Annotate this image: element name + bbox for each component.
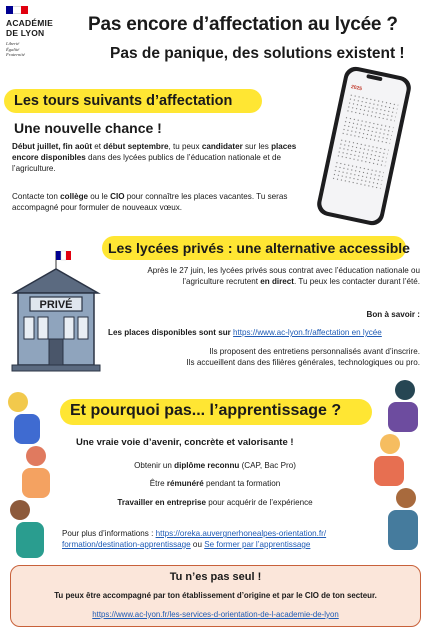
info-line-2 [62,539,382,550]
worker-icon [10,500,30,520]
motto-line: Égalité [6,46,20,52]
text-segment: Être [149,479,167,488]
flag-icon [6,6,28,14]
text-segment: Obtenir un [134,461,175,470]
info-line-1 [62,528,382,539]
text-segment: Contacte ton [12,192,61,201]
section1-paragraph-1 [12,141,317,174]
phone-year: 2025 [350,84,363,93]
text-segment: dans des lycées publics de l’éducation nationale et de l’agriculture. [12,153,282,173]
section2-paragraph-2: Ils proposent des entretiens personnalisés avant d’inscrire. [209,347,420,356]
section2-title: Les lycées privés : une alternative accessible [108,240,410,256]
worker-icon [380,434,400,454]
text-segment: rémunéré [166,479,204,488]
oreka-link-continued[interactable]: formation/destination-apprentissage [62,540,191,549]
text-segment: et [92,142,104,151]
section1-title: Les tours suivants d’affectation [14,93,233,109]
text-segment: Après le 27 juin, les lycées privés sous contrat avec l’éducation nationale ou l’agriculture recrutent [147,266,420,286]
section1-paragraph-2 [12,191,324,213]
motto-line: Liberté [6,41,20,46]
se-former-link[interactable]: Se former par l’apprentissage [204,540,311,549]
places-link[interactable]: https://www.ac-lyon.fr/affectation en lycée [233,328,382,337]
text-segment: candidater [201,142,243,151]
worker-icon [16,522,44,558]
text-segment: , tu peux [168,142,202,151]
text-segment: en direct [260,277,295,286]
text-segment: CIO [110,192,125,201]
text-segment: (CAP, Bac Pro) [239,461,296,470]
logo-academie: ACADÉMIE [6,18,53,28]
apprentissage-benefit-2 [60,478,370,489]
oreka-link[interactable]: https://oreka.auvergnerhonealpes-orientation.fr/ [155,529,327,538]
apprentissage-benefit-3 [60,497,370,508]
academie-logo [6,6,72,68]
text-segment: pour connaître les places vacantes. Tu seras accompagné pour formuler de nouveaux vœux. [12,192,288,212]
places-line [108,327,420,338]
text-segment: pendant ta formation [203,479,281,488]
text-segment: places encore disponibles [12,142,297,162]
footer-text: Tu peux être accompagné par ton établissement d’origine et par le CIO de ton secteur. [54,591,377,600]
worker-icon [22,468,50,498]
section3-title: Et pourquoi pas... l’apprentissage ? [70,402,342,419]
section2-paragraph-3: Ils accueillent dans des filières générales, technologiques ou pro. [186,358,420,367]
apprentissage-benefit-1 [60,460,370,471]
text-segment: ou le [88,192,111,201]
text-segment: pour acquérir de l’expérience [206,498,313,507]
worker-icon [388,402,418,432]
worker-icon [395,380,415,400]
logo-motto [6,41,25,58]
worker-icon [26,446,46,466]
school-sign-text: PRIVÉ [39,299,73,311]
page-title: Pas encore d’affectation au lycée ? [88,14,398,35]
text-segment: sur les [242,142,272,151]
worker-icon [8,392,28,412]
text-segment: Début juillet, fin août [12,142,93,151]
places-label: Les places disponibles sont sur [108,328,234,337]
section1-subtitle: Une nouvelle chance ! [14,120,162,136]
logo-de-lyon: DE LYON [6,28,45,38]
footer-link-line [10,609,421,620]
worker-icon [396,488,416,508]
footer-title: Tu n’es pas seul ! [169,571,262,583]
bon-a-savoir-label: Bon à savoir : [366,310,420,319]
section3-subtitle: Une vraie voie d’avenir, concrète et valorisante ! [76,437,294,448]
text-segment: diplôme reconnu [174,461,240,470]
worker-icon [14,414,40,444]
worker-icon [374,456,404,486]
text-segment: début septembre [103,142,169,151]
smartphone-calendar-icon [315,65,413,228]
private-school-icon [8,247,104,375]
footer-link[interactable]: https://www.ac-lyon.fr/les-services-d-orientation-de-l-academie-de-lyon [92,610,339,619]
info-label: Pour plus d’informations : [62,529,156,538]
info-or: ou [190,540,205,549]
page-subtitle: Pas de panique, des solutions existent ! [110,45,405,62]
worker-icon [388,510,418,550]
section2-paragraph-1 [122,265,420,287]
text-segment: Travailler en entreprise [117,498,206,507]
text-segment: . Tu peux les contacter durant l’été. [294,277,420,286]
motto-line: Fraternité [6,52,25,58]
text-segment: collège [60,192,89,201]
